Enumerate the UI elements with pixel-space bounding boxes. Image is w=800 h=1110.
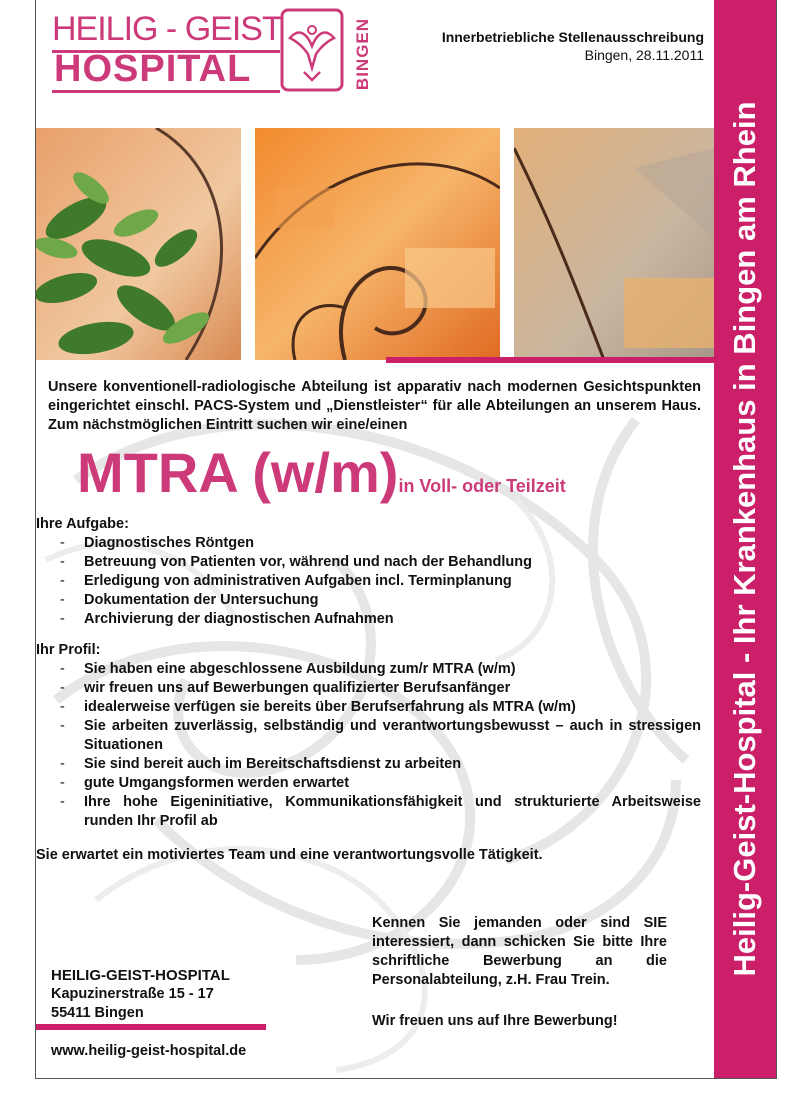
profile-list xyxy=(36,660,701,831)
job-title-sub: in Voll- oder Teilzeit xyxy=(398,476,566,496)
logo-line2: HOSPITAL xyxy=(54,48,252,90)
list-item: - Archivierung der diagnostischen Aufnahmen xyxy=(36,610,701,629)
logo-city: BINGEN xyxy=(353,17,372,91)
profile-section xyxy=(36,641,701,831)
list-item: - idealerweise verfügen sie bereits über Berufserfahrung als MTRA (w/m) xyxy=(36,698,701,717)
side-slogan: Heilig-Geist-Hospital - Ihr Krankenhaus in Bingen am Rhein xyxy=(727,101,762,977)
posting-date: Bingen, 28.11.2011 xyxy=(584,47,704,63)
list-item: - Ihre hohe Eigeninitiative, Kommunikationsfähigkeit und strukturierte Arbeitsweise runden Ihr Profil ab xyxy=(36,793,701,831)
contact-paragraph: Kennen Sie jemanden oder sind SIE interessiert, dann schicken Sie bitte Ihre schriftliche Bewerbung an die Personalabteilung, z.H. Frau Trein. xyxy=(372,915,667,988)
side-slogan-band xyxy=(714,0,776,1078)
tasks-heading: Ihre Aufgabe: xyxy=(36,516,129,532)
hospital-logo xyxy=(48,6,388,98)
website-link[interactable]: www.heilig-geist-hospital.de xyxy=(51,1043,247,1059)
logo-underline xyxy=(52,90,280,93)
address-block xyxy=(51,966,230,1023)
tasks-list xyxy=(36,534,701,629)
dove-emblem-icon xyxy=(280,8,344,92)
closing-line: Wir freuen uns auf Ihre Bewerbung! xyxy=(372,1013,618,1029)
address-name: HEILIG-GEIST-HOSPITAL xyxy=(51,967,230,984)
tasks-section xyxy=(36,515,701,629)
job-posting-page xyxy=(35,0,777,1079)
photo-accent-bar xyxy=(386,357,714,363)
posting-type: Innerbetriebliche Stellenausschreibung xyxy=(441,29,704,45)
list-item: - wir freuen uns auf Bewerbungen qualifizierter Berufsanfänger xyxy=(36,679,701,698)
list-item: - gute Umgangsformen werden erwartet xyxy=(36,774,701,793)
list-item: - Diagnostisches Röntgen xyxy=(36,534,701,553)
list-item: - Erledigung von administrativen Aufgaben incl. Terminplanung xyxy=(36,572,701,591)
address-street: Kapuzinerstraße 15 - 17 xyxy=(51,986,214,1002)
list-item: - Sie sind bereit auch im Bereitschaftsdienst zu arbeiten xyxy=(36,755,701,774)
abstract-panel-photo xyxy=(514,128,714,360)
profile-heading: Ihr Profil: xyxy=(36,642,101,658)
job-title xyxy=(77,440,566,505)
list-item: - Sie arbeiten zuverlässig, selbständig und verantwortungsbewusst – auch in stressigen Situationen xyxy=(36,717,701,755)
address-accent-bar xyxy=(36,1024,266,1030)
list-item: - Betreuung von Patienten vor, während und nach der Behandlung xyxy=(36,553,701,572)
list-item: - Dokumentation der Untersuchung xyxy=(36,591,701,610)
posting-header xyxy=(442,28,704,64)
team-statement: Sie erwartet ein motiviertes Team und eine verantwortungsvolle Tätigkeit. xyxy=(36,847,543,863)
job-title-main: MTRA (w/m) xyxy=(77,441,399,504)
intro-paragraph: Unsere konventionell-radiologische Abteilung ist apparativ nach modernen Gesichtspunkten eingerichtet einschl. PACS-System und „Dienstleister“ für alle Abteilungen an unserem Haus. Zum nächstmöglichen Eintritt suchen wir eine/einen xyxy=(48,379,701,433)
logo-line1: HEILIG - GEIST xyxy=(52,10,282,48)
plant-photo xyxy=(36,128,241,360)
list-item: - Sie haben eine abgeschlossene Ausbildung zum/r MTRA (w/m) xyxy=(36,660,701,679)
address-city: 55411 Bingen xyxy=(51,1005,144,1021)
abstract-painting-photo xyxy=(255,128,500,360)
